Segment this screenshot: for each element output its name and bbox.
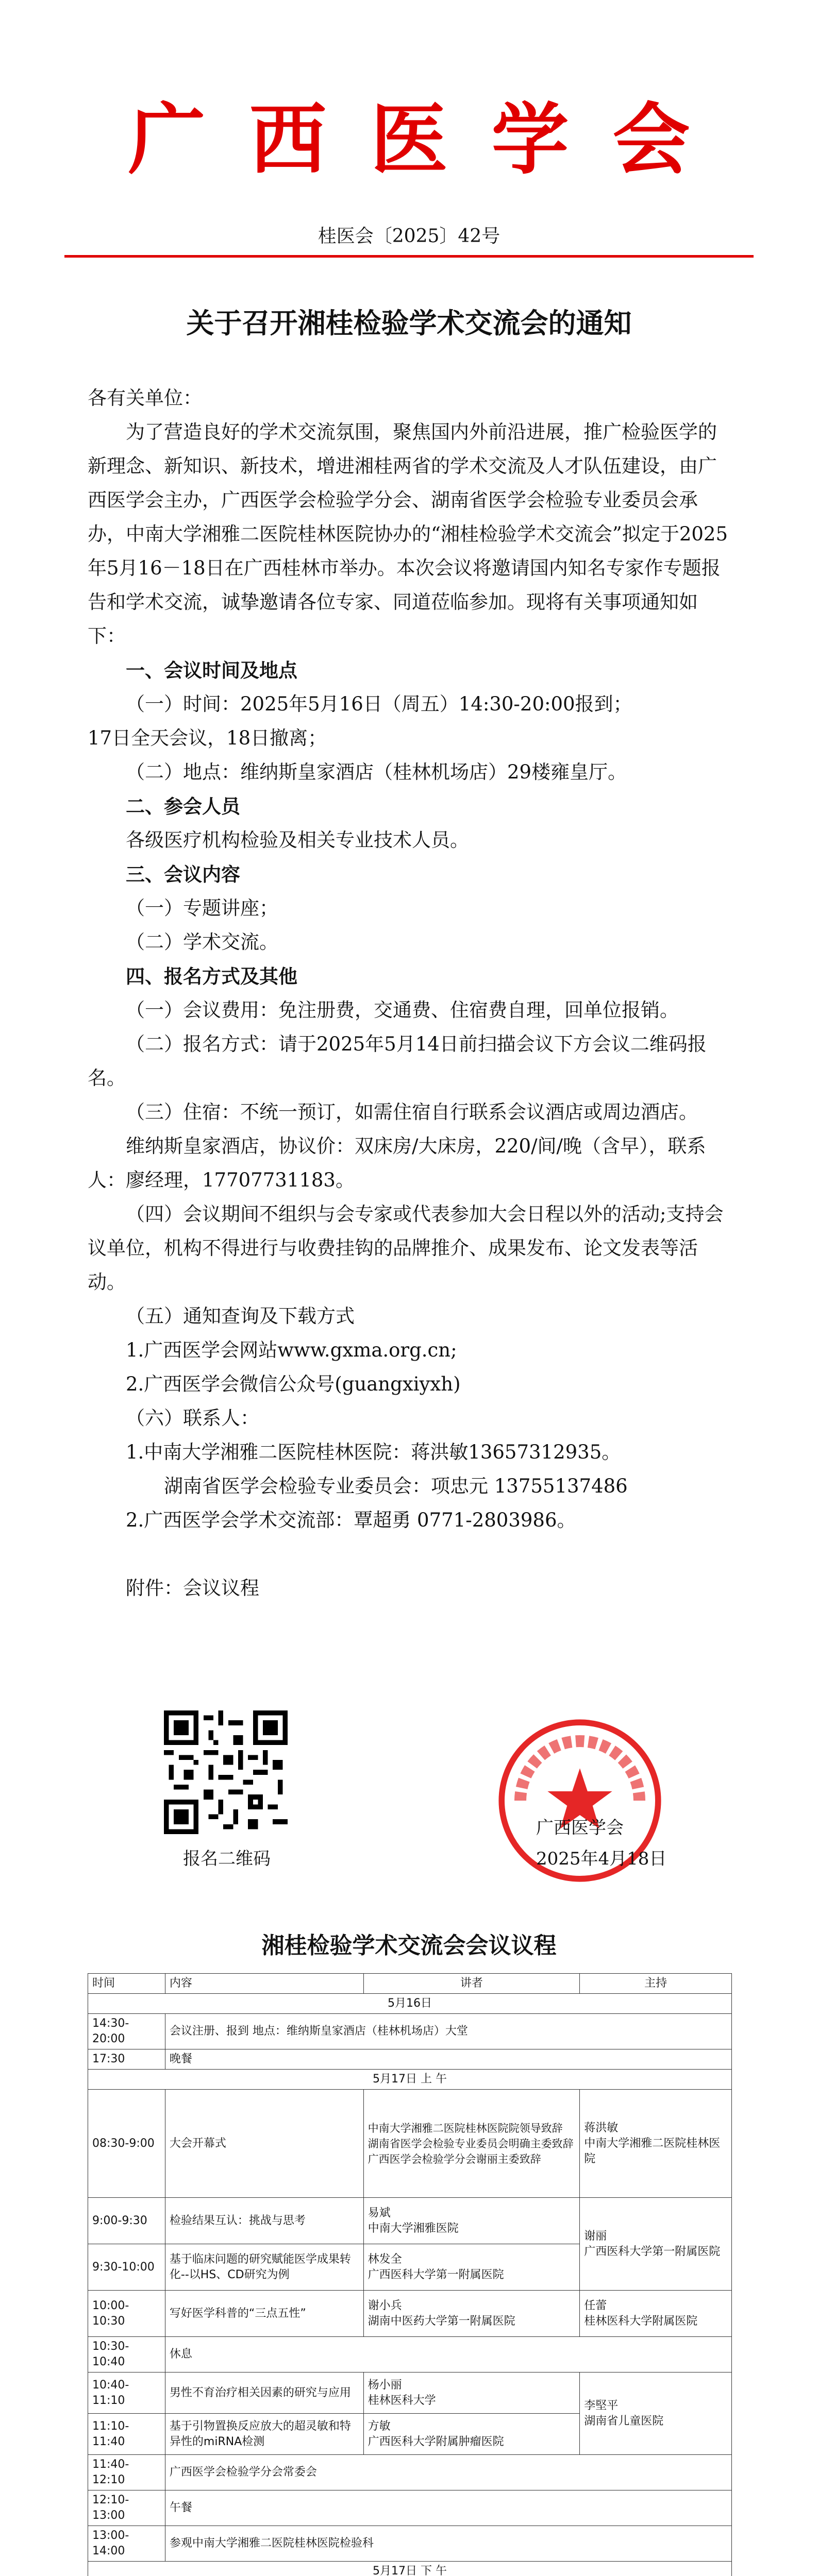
time-cell: 11:10-11:40 [88, 2414, 165, 2455]
day-label: 5月17日 上 午 [88, 2070, 732, 2090]
day-row [88, 1994, 732, 2014]
content-cell: 会议注册、报到 地点：维纳斯皇家酒店（桂林机场店）大堂 [165, 2014, 731, 2049]
paragraph: （一）专题讲座； [126, 897, 278, 919]
attachment-line: 附件：会议议程 [126, 1577, 259, 1599]
speaker-cell: 杨小丽 桂林医科大学 [363, 2372, 580, 2414]
speaker-cell: 谢小兵 湖南中医药大学第一附属医院 [363, 2291, 580, 2337]
table-header-row [88, 1974, 732, 1994]
host-cell: 蒋洪敏 中南大学湘雅二医院桂林医院 [580, 2090, 732, 2198]
section-heading: 四、报名方式及其他 [126, 965, 297, 988]
content-cell: 午餐 [165, 2490, 731, 2526]
agenda-title: 湘桂检验学术交流会会议议程 [261, 1933, 557, 1959]
content-cell: 基于临床问题的研究赋能医学成果转化--以HS、CD研究为例 [165, 2244, 363, 2291]
red-divider-line [64, 255, 754, 258]
agenda-table [88, 1973, 732, 2576]
speaker-cell: 中南大学湘雅二医院桂林医院院领导致辞 湖南省医学会检验专业委员会明确主委致辞 广西医学会检验学分会谢丽主委致辞 [363, 2090, 580, 2198]
paragraph: 湖南省医学会检验专业委员会：项忠元 13755137486 [164, 1475, 628, 1497]
time-cell: 12:10-13:00 [88, 2490, 165, 2526]
host-cell: 李堅平 湖南省儿童医院 [580, 2372, 732, 2455]
speaker-cell: 方敏 广西医科大学附属肿瘤医院 [363, 2414, 580, 2455]
table-row [88, 2198, 732, 2244]
paragraph: 2.广西医学会学术交流部：覃超勇 0771-2803986。 [126, 1509, 576, 1531]
paragraph: 2.广西医学会微信公众号(guangxiyxh) [126, 1373, 461, 1395]
content-cell: 广西医学会检验学分会常委会 [165, 2455, 731, 2490]
qr-caption: 报名二维码 [183, 1849, 271, 1869]
time-cell: 9:30-10:00 [88, 2244, 165, 2291]
col-header: 内容 [165, 1974, 363, 1994]
host-cell: 任蕾 桂林医科大学附属医院 [580, 2291, 732, 2337]
paragraph: 17日全天会议，18日撤离； [88, 727, 327, 749]
host-cell: 谢丽 广西医科大学第一附属医院 [580, 2198, 732, 2291]
paragraph: 1.广西医学会网站www.gxma.org.cn; [126, 1339, 457, 1361]
notice-title: 关于召开湘桂检验学术交流会的通知 [186, 307, 632, 340]
content-cell: 基于引物置换反应放大的超灵敏和特异性的miRNA检测 [165, 2414, 363, 2455]
document-number: 桂医会〔2025〕42号 [318, 226, 500, 247]
time-cell: 9:00-9:30 [88, 2198, 165, 2244]
section-heading: 三、会议内容 [126, 863, 240, 886]
content-cell: 晚餐 [165, 2049, 731, 2070]
time-cell: 17:30 [88, 2049, 165, 2070]
time-cell: 10:40-11:10 [88, 2372, 165, 2414]
time-cell: 08:30-9:00 [88, 2090, 165, 2198]
day-row [88, 2562, 732, 2576]
content-cell: 写好医学科普的“三点五性” [165, 2291, 363, 2337]
table-row [88, 2049, 732, 2070]
content-cell: 休息 [165, 2337, 731, 2372]
issue-date: 2025年4月18日 [536, 1849, 667, 1869]
paragraph: （五）通知查询及下载方式 [126, 1305, 355, 1327]
content-cell: 大会开幕式 [165, 2090, 363, 2198]
time-cell: 10:30-10:40 [88, 2337, 165, 2372]
notice-body [88, 381, 732, 1605]
time-cell: 14:30-20:00 [88, 2014, 165, 2049]
col-header: 主持 [580, 1974, 732, 1994]
content-cell: 检验结果互认：挑战与思考 [165, 2198, 363, 2244]
table-row [88, 2014, 732, 2049]
paragraph: 1.中南大学湘雅二医院桂林医院：蒋洪敏13657312935。 [126, 1441, 621, 1463]
section-heading: 一、会议时间及地点 [126, 659, 297, 682]
paragraph: （一）会议费用：免注册费，交通费、住宿费自理，回单位报销。 [126, 999, 679, 1021]
table-row [88, 2337, 732, 2372]
paragraph: （四）会议期间不组织与会专家或代表参加大会日程以外的活动;支持会议单位，机构不得进行与收费挂钩的品牌推介、成果发布、论文发表等活动。 [88, 1203, 724, 1293]
paragraph: （一）时间：2025年5月16日（周五）14:30-20:00报到； [126, 693, 632, 715]
table-row [88, 2455, 732, 2490]
content-cell: 参观中南大学湘雅二医院桂林医院检验科 [165, 2526, 731, 2562]
qr-code-icon[interactable] [164, 1710, 288, 1834]
time-cell: 10:00-10:30 [88, 2291, 165, 2337]
time-cell: 11:40-12:10 [88, 2455, 165, 2490]
paragraph: （二）学术交流。 [126, 931, 278, 953]
speaker-cell: 林发全 广西医科大学第一附属医院 [363, 2244, 580, 2291]
org-header-title: 广西医学会 [128, 94, 734, 185]
day-label: 5月16日 [88, 1994, 732, 2014]
time-cell: 13:00-14:00 [88, 2526, 165, 2562]
paragraph: 各级医疗机构检验及相关专业技术人员。 [126, 829, 469, 851]
paragraph: （二）地点：维纳斯皇家酒店（桂林机场店）29楼雍皇厅。 [126, 761, 627, 783]
col-header: 时间 [88, 1974, 165, 1994]
paragraph: （三）住宿：不统一预订，如需住宿自行联系会议酒店或周边酒店。 [126, 1101, 698, 1123]
table-row [88, 2526, 732, 2562]
table-row [88, 2490, 732, 2526]
table-row [88, 2372, 732, 2414]
salutation: 各有关单位： [88, 387, 202, 409]
paragraph: （六）联系人： [126, 1407, 259, 1429]
day-label: 5月17日 下 午 [88, 2562, 732, 2576]
col-header: 讲者 [363, 1974, 580, 1994]
speaker-cell: 易斌 中南大学湘雅医院 [363, 2198, 580, 2244]
paragraph: （二）报名方式：请于2025年5月14日前扫描会议下方会议二维码报名。 [88, 1033, 707, 1089]
table-row [88, 2291, 732, 2337]
seal-organization: 广西医学会 [536, 1818, 624, 1838]
intro-paragraph: 为了营造良好的学术交流氛围，聚焦国内外前沿进展，推广检验医学的新理念、新知识、新技术，增进湘桂两省的学术交流及人才队伍建设，由广西医学会主办，广西医学会检验学分会、湖南省医学会检验专业委员会承办，中南大学湘雅二医院桂林医院协办的“湘桂检验学术交流会”拟定于2025年5月16－18日在广西桂林市举办。本次会议将邀请国内知名专家作专题报告和学术交流，诚挚邀请各位专家、同道莅临参加。现将有关事项通知如下： [88, 421, 728, 647]
section-heading: 二、参会人员 [126, 795, 240, 818]
table-row [88, 2090, 732, 2198]
day-row [88, 2070, 732, 2090]
paragraph: 维纳斯皇家酒店，协议价：双床房/大床房，220/间/晚（含早），联系人：廖经理，17707731183。 [88, 1135, 706, 1191]
content-cell: 男性不育治疗相关因素的研究与应用 [165, 2372, 363, 2414]
